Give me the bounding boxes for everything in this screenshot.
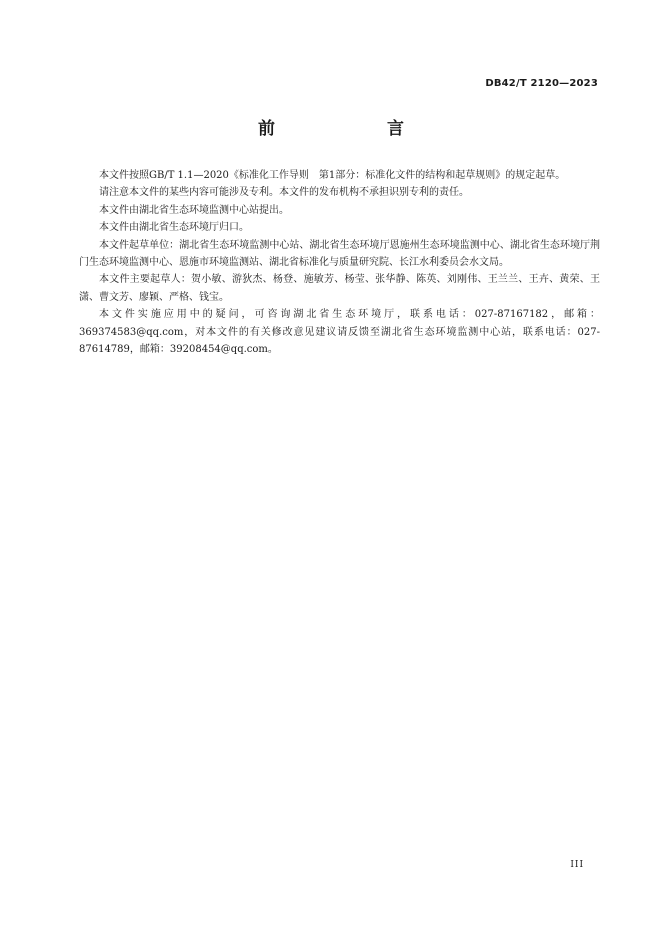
body-text — [79, 167, 600, 358]
paragraph-main-drafters: 本文件主要起草人：贺小敏、游狄杰、杨登、施敏芳、杨莹、张华静、陈英、刘刚伟、王兰兰、王卉、黄荣、王潇、曹文芳、廖颖、严格、钱宝。 — [79, 274, 600, 303]
document-code: DB42/T 2120—2023 — [485, 78, 598, 89]
paragraph-administrator: 本文件由湖北省生态环境厅归口。 — [99, 222, 249, 234]
paragraph-proposer: 本文件由湖北省生态环境监测中心站提出。 — [99, 204, 289, 216]
paragraph-drafting-basis: 本文件按照GB/T 1.1—2020《标准化工作导则 第1部分：标准化文件的结构和起草规则》的规定起草。 — [99, 170, 566, 181]
paragraph-patent-notice: 请注意本文件的某些内容可能涉及专利。本文件的发布机构不承担识别专利的责任。 — [99, 187, 469, 199]
paragraph-contact-info: 本文件实施应用中的疑问，可咨询湖北省生态环境厅，联系电话：027-87167182，邮箱：369374583@qq.com，对本文件的有关修改意见建议请反馈至湖北省生态环境监测中心站，联系电话：027-87614789，邮箱：39208454@qq.com。 — [79, 309, 600, 356]
page-title: 前 言 — [258, 119, 430, 139]
paragraph-drafting-units: 本文件起草单位：湖北省生态环境监测中心站、湖北省生态环境厅恩施州生态环境监测中心、湖北省生态环境厅荆门生态环境监测中心、恩施市环境监测站、湖北省标准化与质量研究院、长江水利委员会水文局。 — [79, 239, 600, 269]
page-number: III — [570, 860, 584, 870]
